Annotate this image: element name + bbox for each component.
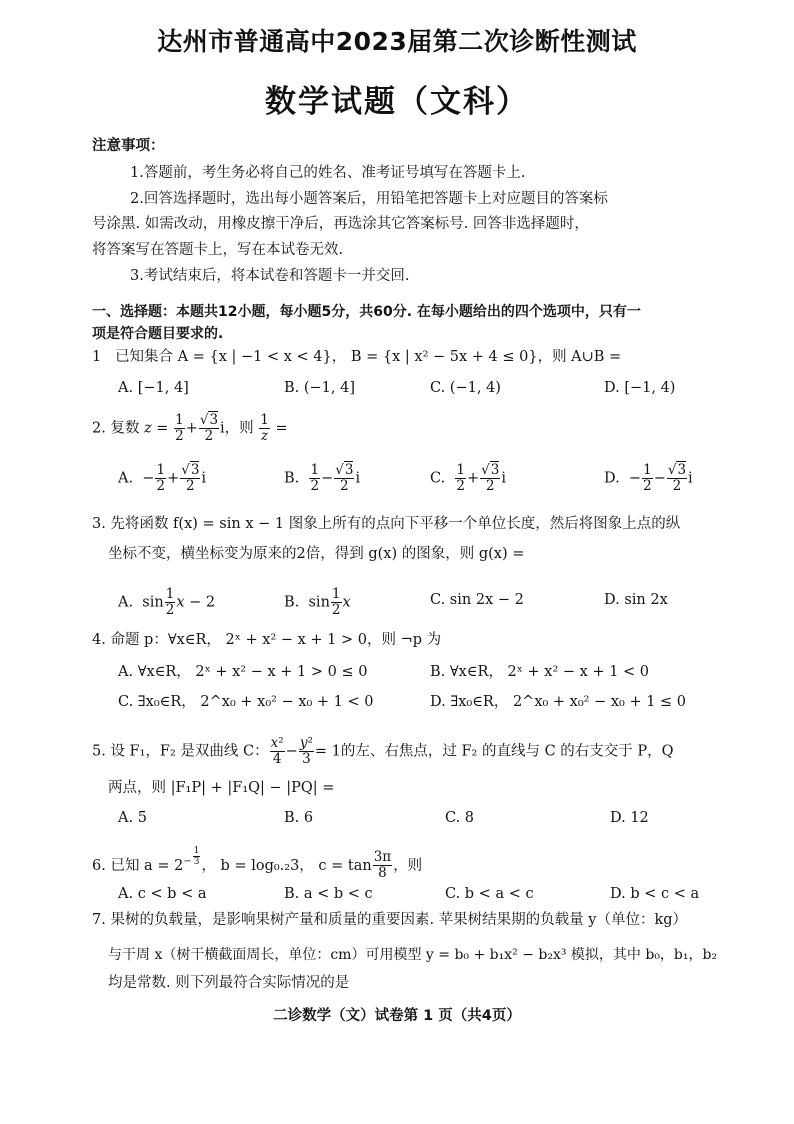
notice-heading: 注意事项： <box>92 138 165 154</box>
question-3-line2: 坐标不变，横坐标变为原来的2倍，得到 g(x) 的图象，则 g(x) = <box>108 546 525 562</box>
option-d: D. sin 2x <box>604 592 668 608</box>
question-number: 3. <box>92 516 106 532</box>
option-a: A. ∀x∈R， 2ˣ + x² − x + 1 > 0 ≤ 0 <box>118 664 368 680</box>
question-number: 1 <box>92 349 102 365</box>
option-b: B. (−1, 4] <box>284 380 356 396</box>
notice-line: 将答案写在答题卡上，写在本试卷无效. <box>92 242 344 258</box>
question-6: 6. 已知 $a = 2^{- \frac{1}{3}}$ ， b = log₀.₂3， c = tan $\frac{3\pi}{8}$ ，则 <box>92 846 423 882</box>
option-a: A. 5 <box>118 810 147 826</box>
option-b: B. sin $\frac{1}{2}$ x <box>284 586 351 618</box>
question-text: 已知 a = 2 <box>110 857 184 874</box>
option-b: B. ∀x∈R， 2ˣ + x² − x + 1 < 0 <box>430 664 650 680</box>
option-a: A. − $\frac{1}{2}$ + $\frac{√3}{2}$ i <box>118 462 207 494</box>
option-d: D. [−1, 4) <box>604 380 676 396</box>
question-5-line2: 两点，则 |F₁P| + |F₁Q| − |PQ| = <box>108 780 335 796</box>
question-text: 已知集合 A = {x | −1 < x < 4}， B = {x | x² − 5x + 4 ≤ 0}，则 A∪B = <box>115 349 622 365</box>
question-number: 4. <box>92 632 106 648</box>
question-number: 7. <box>92 912 106 928</box>
option-c: C. ∃x₀∈R， 2^x₀ + x₀² − x₀ + 1 < 0 <box>118 694 374 710</box>
question-number: 2. <box>92 420 106 437</box>
question-text: 命题 p：∀x∈R， 2ˣ + x² − x + 1 > 0，则 ¬p 为 <box>110 632 442 648</box>
question-3 <box>92 514 680 534</box>
section-heading: 项是符合题目要求的. <box>92 326 224 342</box>
question-text: ， b = log₀.₂3， c = tan <box>201 857 372 874</box>
notice-line: 号涂黑. 如需改动，用橡皮擦干净后，再选涂其它答案标号. 回答非选择题时， <box>92 216 589 232</box>
question-7-line3: 均是常数. 则下列最符合实际情况的是 <box>108 975 350 991</box>
question-text: 果树的负载量，是影响果树产量和质量的重要因素. 苹果树结果期的负载量 y（单位：kg） <box>110 912 688 928</box>
option-d: D. − $\frac{1}{2}$ − $\frac{√3}{2}$ i <box>604 462 693 494</box>
option-c: C. sin 2x − 2 <box>430 592 524 608</box>
option-b: B. 6 <box>284 810 314 826</box>
option-a: A. sin $\frac{1}{2}$ x − 2 <box>118 586 216 618</box>
question-5: 5. 设 F₁，F₂ 是双曲线 C： $\frac{\text{x²}}{4}$ − $\frac{\text{y²}}{3}$ = 1的左、右焦点，过 F₂ 的直线与 C 的右支交于 P，Q <box>92 735 674 767</box>
question-text: 复数 <box>110 420 140 437</box>
question-7-line2: 与干周 x（树干横截面周长，单位：cm）可用模型 y = b₀ + b₁x² − b₂x³ 模拟，其中 b₀，b₁，b₂ <box>108 947 718 963</box>
question-number: 6. <box>92 857 106 874</box>
question-7 <box>92 910 687 930</box>
question-1 <box>92 347 621 367</box>
question-4 <box>92 630 441 650</box>
option-c: C. $\frac{1}{2}$ + $\frac{√3}{2}$ i <box>430 462 506 494</box>
notice-line: 1.答题前，考生务必将自己的姓名、准考证号填写在答题卡上. <box>130 165 526 181</box>
option-d: D. 12 <box>610 810 649 826</box>
option-b: B. $\frac{1}{2}$ − $\frac{√3}{2}$ i <box>284 462 361 494</box>
question-text: 设 F₁，F₂ 是双曲线 C： <box>110 743 269 760</box>
exam-title: 达州市普通高中2023届第二次诊断性测试 <box>157 27 637 56</box>
option-c: C. 8 <box>445 810 475 826</box>
option-a: A. [−1, 4] <box>118 380 189 396</box>
notice-line: 3.考试结束后，将本试卷和答题卡一并交回. <box>130 268 410 284</box>
question-text: = 1的左、右焦点，过 F₂ 的直线与 C 的右支交于 P，Q <box>314 743 674 760</box>
option-c: C. (−1, 4) <box>430 380 501 396</box>
page-footer: 二诊数学（文）试卷第 1 页（共4页） <box>273 1008 521 1024</box>
question-text: ，则 <box>224 420 254 437</box>
question-text: ，则 <box>393 857 423 874</box>
option-d: D. b < c < a <box>610 886 700 902</box>
option-c: C. b < a < c <box>445 886 534 902</box>
question-text: 先将函数 f(x) = sin x − 1 图象上所有的点向下平移一个单位长度，然后将图象上点的纵 <box>110 516 681 532</box>
exam-subtitle: 数学试题（文科） <box>265 84 529 120</box>
question-2: 2. 复数 z = $\frac{1}{2}$ + $\frac{√3}{2}$ i，则 $\frac{1}{z}$ = <box>92 412 288 444</box>
notice-line: 2.回答选择题时，选出每小题答案后，用铅笔把答题卡上对应题目的答案标 <box>130 191 608 207</box>
option-d: D. ∃x₀∈R， 2^x₀ + x₀² − x₀ + 1 ≤ 0 <box>430 694 687 710</box>
question-number: 5. <box>92 743 106 760</box>
option-a: A. c < b < a <box>118 886 207 902</box>
option-b: B. a < b < c <box>284 886 373 902</box>
section-heading: 一、选择题：本题共12小题，每小题5分，共60分. 在每小题给出的四个选项中，只有一 <box>92 304 641 320</box>
